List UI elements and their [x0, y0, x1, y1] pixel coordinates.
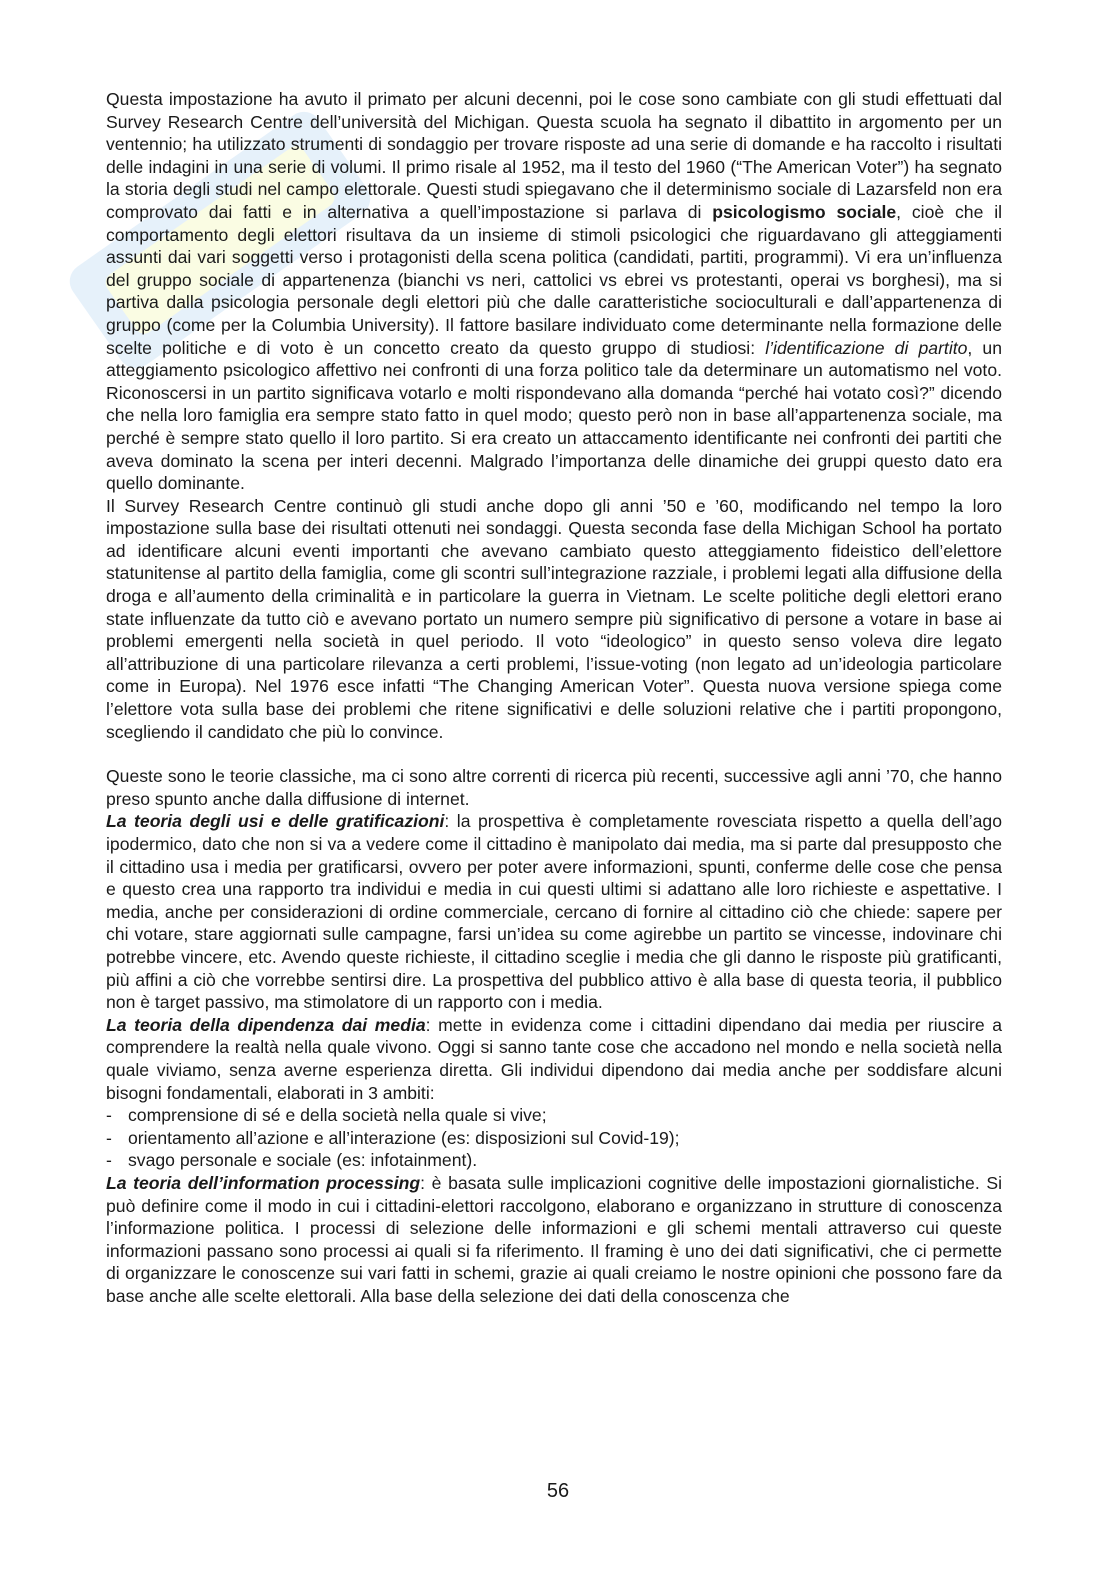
theory-heading: La teoria degli usi e delle gratificazioni	[106, 811, 445, 832]
page-number: 56	[546, 1480, 570, 1502]
paragraph-text: Il Survey Research Centre continuò gli studi anche dopo gli anni ’50 e ’60, modificando nel tempo la loro impostazione sulla base dei risultati ottenuti nei sondaggi. Questa seconda fase della Michigan School ha portato ad identificare alcuni eventi importanti che avevano cambiato questo atteggiamento fideistico dell’elettore statunitense al partito della famiglia, come gli scontri sull’integrazione razziale, i problemi legati alla diffusione della droga e all’aumento della criminalità e in particolare la guerra in Vietnam. Le scelte politiche degli elettori erano state influenzate da tutto ciò e avevano portato un numero sempre più significativo di persone a votare in base ai problemi emergenti nella società in quel periodo. Il voto “ideologico” in questo senso voleva dire legato all’attribuzione di una particolare rilevanza a certi problemi, l’issue-voting (non legato ad un’ideologia particolare come in Europa). Nel 1976 esce infatti “The Changing American Voter”. Questa nuova versione spiega come l’elettore vota sulla base dei problemi che ritene significativi e delle soluzioni relative che i partiti propongono, scegliendo il candidato che più lo convince.	[106, 495, 1002, 742]
paragraph-text: : è basata sulle implicazioni cognitive delle impostazioni giornalistiche. Si può definire come il modo in cui i cittadini-elettori raccolgono, elaborano e organizzano in strutture di conoscenza l’informazione politica. I processi di selezione delle informazioni e gli schemi mentali attraverso cui queste informazioni passano sono processi ai quali si fa riferimento. Il framing è uno dei dati significativi, che ci permette di organizzare le conoscenze sui vari fatti in schemi, grazie ai quali creiamo le nostre opinioni che possono fare da base anche alle scelte elettorali. Alla base della selezione dei dati della conoscenza che	[106, 1172, 1002, 1306]
theory-heading: La teoria della dipendenza dai media	[106, 1014, 426, 1035]
paragraph-gap	[106, 743, 1002, 765]
italic-term: l’identificazione di partito	[765, 337, 968, 358]
paragraph-recent-theories	[106, 765, 1002, 810]
paragraph-uses-gratifications	[106, 810, 1002, 1013]
paragraph-text: Queste sono le teorie classiche, ma ci sono altre correnti di ricerca più recenti, successive agli anni ’70, che hanno preso spunto anche dalla diffusione di internet.	[106, 766, 1002, 809]
list-item	[106, 1104, 1002, 1127]
paragraph-text: : mette in evidenza come i cittadini dipendano dai media per riuscire a comprendere la realtà nella quale vivono. Oggi si sanno tante cose che accadono nel mondo e nella società nella quale viviamo, senza averne esperienza diretta. Gli individui dipendono dai media anche per soddisfare alcuni bisogni fondamentali, elaborati in 3 ambiti:	[106, 1014, 1002, 1103]
paragraph-text: : la prospettiva è completamente rovesciata rispetto a quella dell’ago ipodermico, dato che non si va a vedere come il cittadino è manipolato dai media, ma si parte dal presupposto che il cittadino usa i media per gratificarsi, ovvero per poter avere informazioni, spunti, conferme delle cose che pensa e questo crea una rapporto tra individui e media in cui questi ultimi si adattano alle loro richieste e aspettative. I media, anche per considerazioni di ordine commerciale, cercano di fornire al cittadino ciò che chiede: sapere per chi votare, stare aggiornati sulle campagne, farsi un’idea su come agirebbe un partito se vincesse, indovinare chi potrebbe vincere, etc. Avendo queste richieste, il cittadino sceglie i media che gli danno le risposte più gratificanti, più affini a ciò che vorrebbe sentirsi dire. La prospettiva del pubblico attivo è alla base di questa teoria, il pubblico non è target passivo, ma stimolatore di un rapporto con i media.	[106, 811, 1002, 1013]
paragraph-media-dependency	[106, 1014, 1002, 1104]
theory-heading: La teoria dell’information processing	[106, 1172, 421, 1193]
paragraph-michigan-school	[106, 88, 1002, 495]
needs-list	[106, 1104, 1002, 1172]
dash-bullet: -	[106, 1127, 112, 1148]
list-item	[106, 1149, 1002, 1172]
list-item-text: comprensione di sé e della società nella quale si vive;	[128, 1105, 547, 1126]
document-page	[106, 88, 1002, 1307]
list-item-text: orientamento all’azione e all’interazione (es: disposizioni sul Covid-19);	[128, 1127, 680, 1148]
dash-bullet: -	[106, 1105, 112, 1126]
paragraph-text: , cioè che il comportamento degli elettori risultava da un insieme di stimoli psicologici che riguardavano gli atteggiamenti assunti dai vari soggetti verso i protagonisti della scena politica (candidati, partiti, programmi). Vi era un’influenza del gruppo sociale di appartenenza (bianchi vs neri, cattolici vs ebrei vs protestanti, operai vs borghesi), ma si partiva dalla psicologia personale degli elettori più che dalle caratteristiche socioculturali e dall’appartenenza di gruppo (come per la Columbia University). Il fattore basilare individuato come determinante nella formazione delle scelte politiche e di voto è un concetto creato da questo gruppo di studiosi:	[106, 201, 1003, 358]
paragraph-information-processing	[106, 1172, 1002, 1308]
list-item	[106, 1127, 1002, 1150]
dash-bullet: -	[106, 1150, 112, 1171]
bold-term: psicologismo sociale	[712, 201, 897, 222]
paragraph-text: , un atteggiamento psicologico affettivo nei confronti di una forza politico tale da determinare un automatismo nel voto. Riconoscersi in un partito significava votarlo e molti rispondevano alla domanda “perché hai votato così?” dicendo che nella loro famiglia era sempre stato fatto in quel modo; questo però non in base all’appartenenza sociale, ma perché è sempre stato quello il loro partito. Si era creato un attaccamento identificante nei confronti dei partiti che aveva dominato la scena per interi decenni. Malgrado l’importanza delle dinamiche dei gruppi questo dato era quello dominante.	[106, 337, 1002, 494]
paragraph-survey-research	[106, 495, 1002, 744]
paragraph-text: Questa impostazione ha avuto il primato per alcuni decenni, poi le cose sono cambiate con gli studi effettuati dal Survey Research Centre dell’università del Michigan. Questa scuola ha segnato il dibattito in argomento per un ventennio; ha utilizzato strumenti di sondaggio per trovare risposte ad una serie di domande e ha raccolto i risultati delle indagini in una serie di volumi. Il primo risale al 1952, ma il testo del 1960 (“The American Voter”) ha segnato la storia degli studi nel campo elettorale. Questi studi spiegavano che il determinismo sociale di Lazarsfeld non era comprovato dai fatti e in alternativa a quell’impostazione si parlava di	[106, 89, 1002, 222]
list-item-text: svago personale e sociale (es: infotainment).	[128, 1150, 478, 1171]
